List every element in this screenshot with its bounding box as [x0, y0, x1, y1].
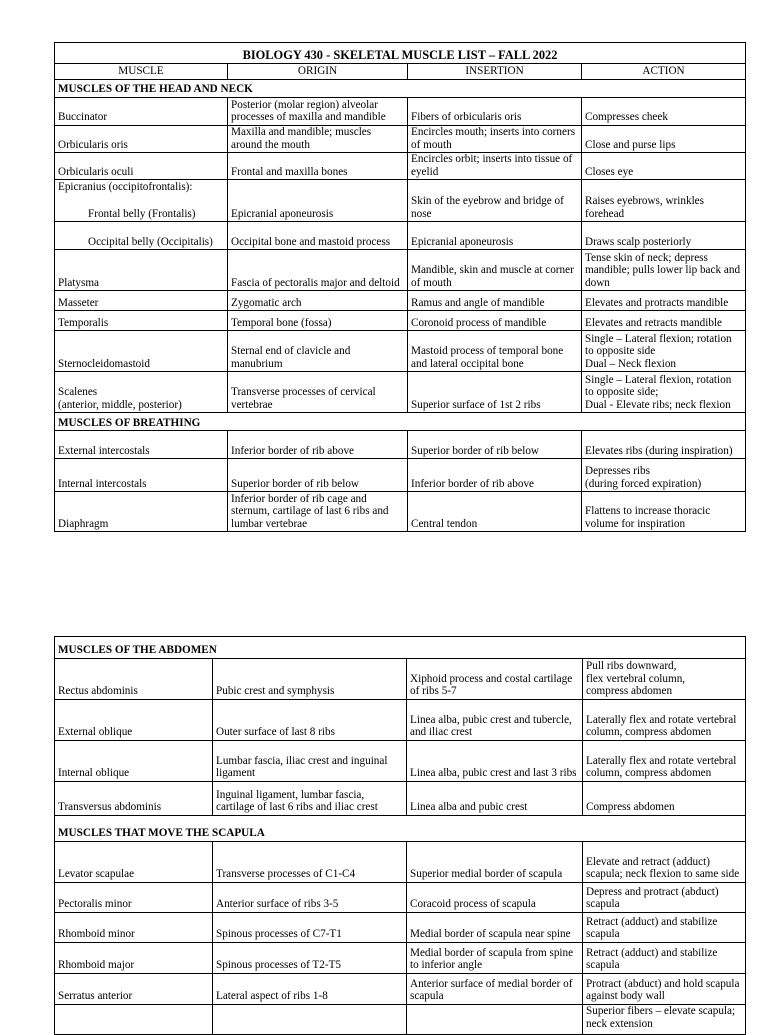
action-cell: Retract (adduct) and stabilize scapula — [583, 913, 746, 943]
section-scapula: MUSCLES THAT MOVE THE SCAPULA — [55, 816, 746, 842]
action-cell: Closes eye — [582, 153, 746, 180]
origin-cell: Transverse processes of C1-C4 — [213, 842, 407, 883]
insertion-cell: Medial border of scapula from spine to inferior angle — [407, 943, 583, 974]
muscle-cell: Sternocleidomastoid — [55, 331, 228, 372]
action-cell: Laterally flex and rotate vertebral column, compress abdomen — [583, 700, 746, 741]
table-row — [55, 153, 746, 180]
table-row — [55, 883, 746, 913]
table-row — [55, 913, 746, 943]
muscle-cell: Occipital belly (Occipitalis) — [55, 222, 228, 250]
table-row — [55, 974, 746, 1005]
insertion-cell: Encircles orbit; inserts into tissue of eyelid — [408, 153, 582, 180]
action-cell: Single – Lateral flexion; rotation to opposite side Dual – Neck flexion — [582, 331, 746, 372]
origin-cell: Posterior (molar region) alveolar processes of maxilla and mandible — [228, 98, 408, 126]
origin-cell: Inferior border of rib above — [228, 431, 408, 459]
insertion-cell: Mastoid process of temporal bone and lateral occipital bone — [408, 331, 582, 372]
muscle-cell: Temporalis — [55, 311, 228, 331]
action-cell: Superior fibers – elevate scapula; neck extension — [583, 1005, 746, 1035]
insertion-cell: Anterior surface of medial border of scapula — [407, 974, 583, 1005]
muscle-cell: Internal oblique — [55, 741, 213, 782]
insertion-cell: Inferior border of rib above — [408, 459, 582, 492]
section-abdomen: MUSCLES OF THE ABDOMEN — [55, 637, 746, 659]
table-row — [55, 431, 746, 459]
table-row — [55, 195, 746, 222]
action-cell: Protract (abduct) and hold scapula against body wall — [583, 974, 746, 1005]
origin-cell: Superior border of rib below — [228, 459, 408, 492]
table-row — [55, 291, 746, 311]
table-row — [55, 98, 746, 126]
action-cell: Pull ribs downward, flex vertebral column, compress abdomen — [583, 659, 746, 700]
insertion-cell: Coracoid process of scapula — [407, 883, 583, 913]
table-row — [55, 1005, 746, 1035]
muscle-cell: Rhomboid minor — [55, 913, 213, 943]
insertion-cell: Medial border of scapula near spine — [407, 913, 583, 943]
muscle-cell: External intercostals — [55, 431, 228, 459]
action-cell: Elevates and retracts mandible — [582, 311, 746, 331]
document-title: BIOLOGY 430 - SKELETAL MUSCLE LIST – FALL 2022 — [55, 43, 746, 64]
action-cell: Flattens to increase thoracic volume for inspiration — [582, 492, 746, 532]
action-cell: Tense skin of neck; depress mandible; pulls lower lip back and down — [582, 250, 746, 291]
insertion-cell: Superior border of rib below — [408, 431, 582, 459]
insertion-cell: Xiphoid process and costal cartilage of ribs 5-7 — [407, 659, 583, 700]
table-row — [55, 180, 746, 195]
action-cell: Depresses ribs (during forced expiration) — [582, 459, 746, 492]
muscle-cell: Transversus abdominis — [55, 782, 213, 816]
origin-cell: Sternal end of clavicle and manubrium — [228, 331, 408, 372]
action-cell: Elevates ribs (during inspiration) — [582, 431, 746, 459]
origin-cell: Zygomatic arch — [228, 291, 408, 311]
muscle-cell: Orbicularis oculi — [55, 153, 228, 180]
action-cell: Compresses cheek — [582, 98, 746, 126]
muscle-cell: Scalenes (anterior, middle, posterior) — [55, 372, 228, 413]
muscle-cell: Internal intercostals — [55, 459, 228, 492]
origin-cell: Lateral aspect of ribs 1-8 — [213, 974, 407, 1005]
insertion-cell: Ramus and angle of mandible — [408, 291, 582, 311]
table-row — [55, 782, 746, 816]
table-row — [55, 659, 746, 700]
origin-cell: Occipital bone and mastoid process — [228, 222, 408, 250]
table-row — [55, 842, 746, 883]
table-row — [55, 700, 746, 741]
origin-cell: Spinous processes of C7-T1 — [213, 913, 407, 943]
muscle-cell: Rectus abdominis — [55, 659, 213, 700]
insertion-cell: Skin of the eyebrow and bridge of nose — [408, 195, 582, 222]
action-cell: Raises eyebrows, wrinkles forehead — [582, 195, 746, 222]
header-action: ACTION — [582, 64, 746, 80]
table-row — [55, 311, 746, 331]
header-origin: ORIGIN — [228, 64, 408, 80]
action-cell: Laterally flex and rotate vertebral column, compress abdomen — [583, 741, 746, 782]
origin-cell: Maxilla and mandible; muscles around the mouth — [228, 126, 408, 153]
muscle-cell: Epicranius (occipitofrontalis): — [55, 180, 228, 195]
origin-cell: Temporal bone (fossa) — [228, 311, 408, 331]
muscle-table-1 — [54, 42, 746, 532]
origin-cell: Transverse processes of cervical vertebrae — [228, 372, 408, 413]
origin-cell: Inguinal ligament, lumbar fascia, cartilage of last 6 ribs and iliac crest — [213, 782, 407, 816]
action-cell: Draws scalp posteriorly — [582, 222, 746, 250]
origin-cell: Epicranial aponeurosis — [228, 195, 408, 222]
action-cell: Retract (adduct) and stabilize scapula — [583, 943, 746, 974]
table-row — [55, 943, 746, 974]
muscle-cell: Levator scapulae — [55, 842, 213, 883]
table-row — [55, 331, 746, 372]
table-row — [55, 372, 746, 413]
muscle-table-2 — [54, 636, 746, 1035]
table-row — [55, 222, 746, 250]
insertion-cell: Superior surface of 1st 2 ribs — [408, 372, 582, 413]
table-row — [55, 741, 746, 782]
muscle-cell: Platysma — [55, 250, 228, 291]
insertion-cell: Encircles mouth; inserts into corners of mouth — [408, 126, 582, 153]
origin-cell: Frontal and maxilla bones — [228, 153, 408, 180]
origin-cell: Lumbar fascia, iliac crest and inguinal ligament — [213, 741, 407, 782]
origin-cell: Outer surface of last 8 ribs — [213, 700, 407, 741]
insertion-cell: Linea alba, pubic crest and last 3 ribs — [407, 741, 583, 782]
insertion-cell: Coronoid process of mandible — [408, 311, 582, 331]
insertion-cell: Superior medial border of scapula — [407, 842, 583, 883]
action-cell: Compress abdomen — [583, 782, 746, 816]
muscle-cell: Pectoralis minor — [55, 883, 213, 913]
table-row — [55, 126, 746, 153]
section-breathing: MUSCLES OF BREATHING — [55, 413, 746, 431]
table-row — [55, 250, 746, 291]
muscle-cell: Masseter — [55, 291, 228, 311]
muscle-cell: Diaphragm — [55, 492, 228, 532]
action-cell: Elevates and protracts mandible — [582, 291, 746, 311]
muscle-cell: Rhomboid major — [55, 943, 213, 974]
section-head-neck: MUSCLES OF THE HEAD AND NECK — [55, 80, 746, 98]
table-row — [55, 459, 746, 492]
muscle-cell: Orbicularis oris — [55, 126, 228, 153]
action-cell: Single – Lateral flexion, rotation to opposite side; Dual - Elevate ribs; neck flexion — [582, 372, 746, 413]
header-insertion: INSERTION — [408, 64, 582, 80]
origin-cell: Spinous processes of T2-T5 — [213, 943, 407, 974]
origin-cell: Anterior surface of ribs 3-5 — [213, 883, 407, 913]
action-cell: Close and purse lips — [582, 126, 746, 153]
insertion-cell: Fibers of orbicularis oris — [408, 98, 582, 126]
muscle-cell: External oblique — [55, 700, 213, 741]
muscle-cell: Frontal belly (Frontalis) — [55, 195, 228, 222]
muscle-cell: Serratus anterior — [55, 974, 213, 1005]
action-cell: Depress and protract (abduct) scapula — [583, 883, 746, 913]
insertion-cell: Mandible, skin and muscle at corner of mouth — [408, 250, 582, 291]
insertion-cell: Linea alba, pubic crest and tubercle, and iliac crest — [407, 700, 583, 741]
header-muscle: MUSCLE — [55, 64, 228, 80]
muscle-cell: Buccinator — [55, 98, 228, 126]
insertion-cell: Linea alba and pubic crest — [407, 782, 583, 816]
insertion-cell: Epicranial aponeurosis — [408, 222, 582, 250]
origin-cell: Fascia of pectoralis major and deltoid — [228, 250, 408, 291]
origin-cell: Inferior border of rib cage and sternum, cartilage of last 6 ribs and lumbar vertebrae — [228, 492, 408, 532]
table-row — [55, 492, 746, 532]
insertion-cell: Central tendon — [408, 492, 582, 532]
action-cell: Elevate and retract (adduct) scapula; neck flexion to same side — [583, 842, 746, 883]
origin-cell: Pubic crest and symphysis — [213, 659, 407, 700]
